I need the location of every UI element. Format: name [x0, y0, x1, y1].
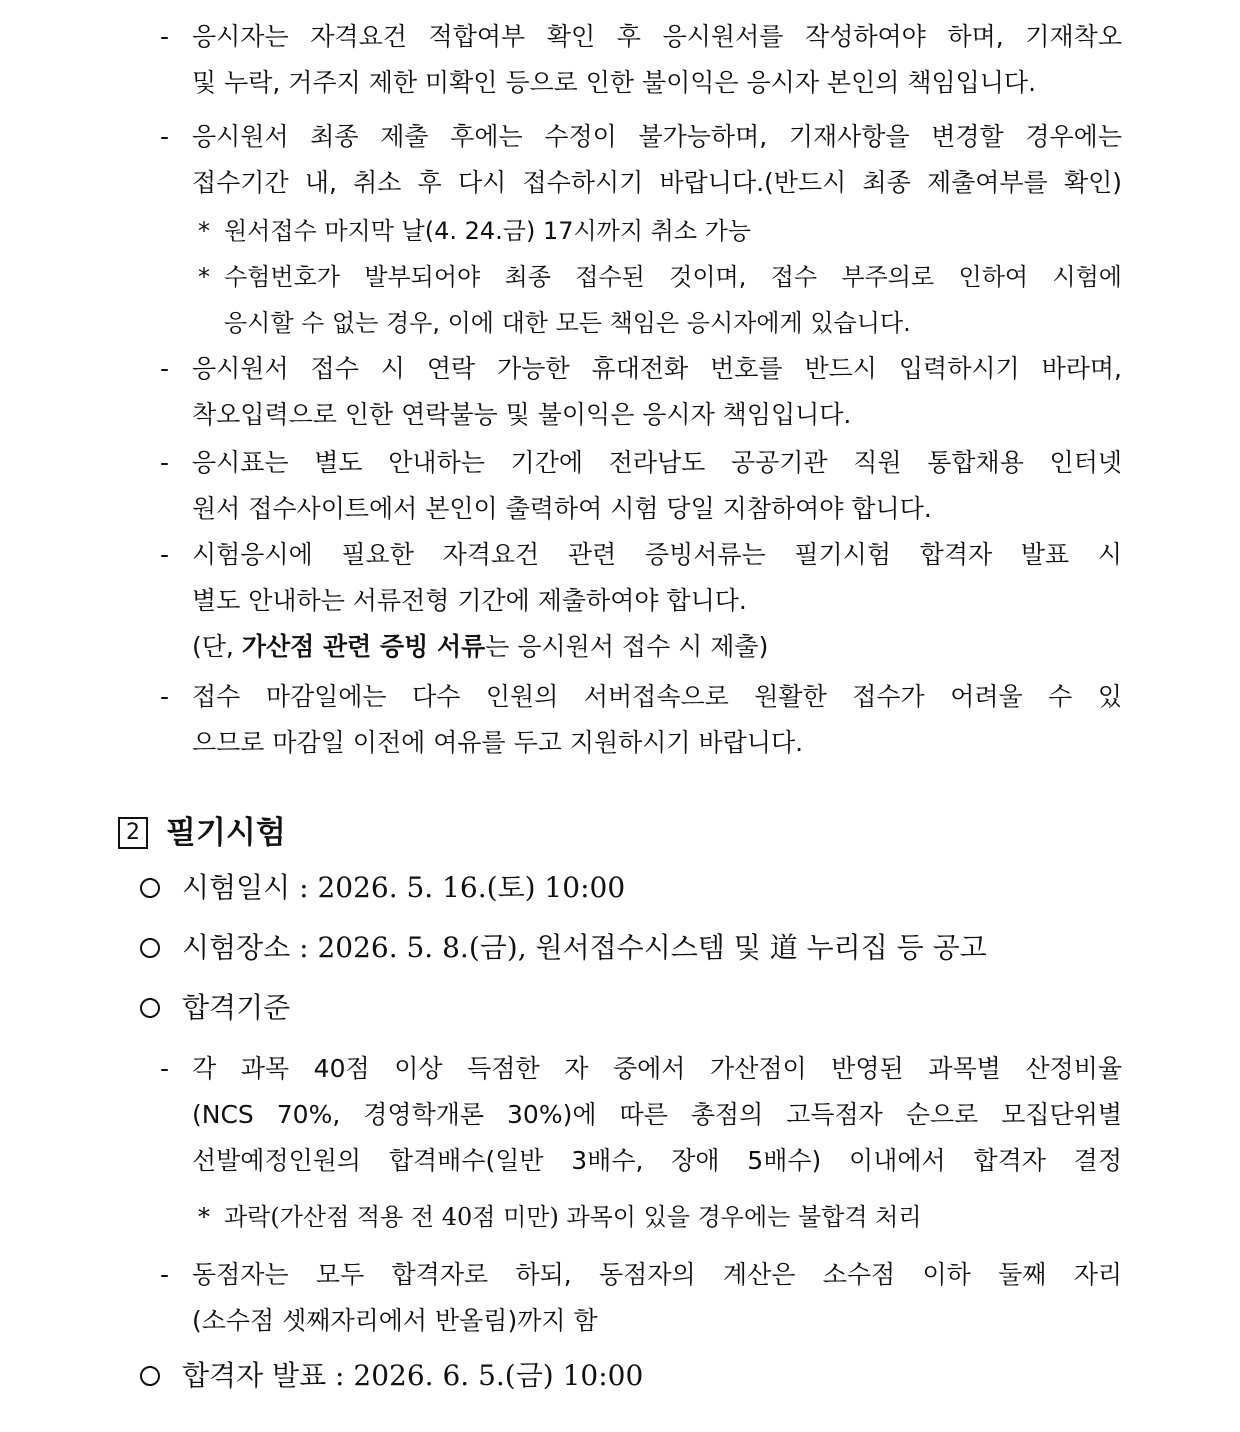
criteria-line: 선발예정인원의 합격배수(일반 3배수, 장애 5배수) 이내에서 합격자 결정: [192, 1146, 1122, 1175]
criteria-line: 각 과목 40점 이상 득점한 자 중에서 가산점이 반영된 과목별 산정비율: [192, 1054, 1122, 1083]
criteria-item: [160, 1046, 1122, 1092]
notice-item-cont: [160, 160, 1122, 206]
announcement-label: 합격자 발표: [182, 1359, 327, 1392]
notice-item: [160, 14, 1122, 60]
notice-line: 및 누락, 거주지 제한 미확인 등으로 인한 불이익은 응시자 본인의 책임입니다.: [192, 68, 1037, 97]
dash-marker: -: [160, 540, 170, 569]
footnote-line: 수험번호가 발부되어야 최종 접수된 것이며, 접수 부주의로 인하여 시험에: [224, 263, 1122, 291]
notice-line: 응시표는 별도 안내하는 기간에 전라남도 공공기관 직원 통합채용 인터넷: [192, 448, 1122, 477]
notice-line: 응시원서 접수 시 연락 가능한 휴대전화 번호를 반드시 입력하시기 바라며,: [192, 354, 1122, 383]
notice-item-cont: [160, 720, 1122, 766]
notice-line: 접수 마감일에는 다수 인원의 서버접속으로 원활한 접수가 어려울 수 있: [192, 682, 1122, 711]
announcement-sep: :: [326, 1359, 354, 1392]
notice-item-cont: [160, 392, 1122, 438]
notice-line: 접수기간 내, 취소 후 다시 접수하시기 바랍니다.(반드시 최종 제출여부를 확인): [192, 168, 1122, 197]
dash-marker: -: [160, 682, 170, 711]
footnote-item: [198, 1194, 1122, 1240]
criteria-line: (소수점 셋째자리에서 반올림)까지 함: [192, 1306, 598, 1335]
section-number-box: 2: [118, 817, 148, 849]
dash-marker: -: [160, 22, 170, 51]
dash-marker: -: [160, 354, 170, 383]
notice-line: 원서 접수사이트에서 본인이 출력하여 시험 당일 지참하여야 합니다.: [192, 494, 932, 523]
circle-bullet-icon: [140, 938, 160, 958]
extra-note: [192, 624, 1092, 670]
footnote-line: 과락(가산점 적용 전 40점 미만) 과목이 있을 경우에는 불합격 처리: [224, 1203, 922, 1231]
exam-item-label: 합격기준: [182, 991, 291, 1024]
notice-line: 으므로 마감일 이전에 여유를 두고 지원하시기 바랍니다.: [192, 728, 804, 757]
exam-item-label: 시험일시: [182, 871, 291, 904]
extra-note-suffix: 는 응시원서 접수 시 제출): [485, 632, 769, 661]
notice-item: [160, 674, 1122, 720]
notice-item: [160, 346, 1122, 392]
asterisk-marker: *: [198, 263, 210, 291]
dash-marker: -: [160, 448, 170, 477]
extra-note-bold: 가산점 관련 증빙 서류: [241, 632, 486, 661]
exam-item-value: 2026. 5. 8.(금), 원서접수시스템 및 道 누리집 등 공고: [317, 931, 987, 964]
exam-item-value: 2026. 5. 16.(토) 10:00: [317, 871, 626, 904]
dash-marker: -: [160, 122, 170, 151]
announcement-value: 2026. 6. 5.(금) 10:00: [353, 1359, 644, 1392]
criteria-line: 동점자는 모두 합격자로 하되, 동점자의 계산은 소수점 이하 둘째 자리: [192, 1260, 1122, 1289]
circle-bullet-icon: [140, 878, 160, 898]
exam-item-sep: :: [290, 871, 318, 904]
notice-item-cont: [160, 578, 1122, 624]
section-title: 필기시험: [166, 815, 286, 851]
criteria-item-cont: [160, 1138, 1122, 1184]
notice-item: [160, 114, 1122, 160]
dash-marker: -: [160, 1054, 170, 1083]
footnote-item-cont: [198, 300, 1122, 346]
asterisk-marker: *: [198, 1203, 210, 1231]
notice-line: 응시자는 자격요건 적합여부 확인 후 응시원서를 작성하여야 하며, 기재착오: [192, 22, 1122, 51]
section-heading: [118, 810, 286, 856]
exam-item: [136, 986, 290, 1030]
footnote-item: [198, 208, 1122, 254]
footnote-line: 원서접수 마지막 날(4. 24.금) 17시까지 취소 가능: [224, 217, 752, 245]
circle-bullet-icon: [140, 998, 160, 1018]
exam-item: [136, 866, 625, 910]
exam-item-label: 시험장소: [182, 931, 291, 964]
exam-item: [136, 926, 987, 970]
notice-line: 착오입력으로 인한 연락불능 및 불이익은 응시자 책임입니다.: [192, 400, 852, 429]
footnote-item: [198, 254, 1122, 300]
extra-note-prefix: (단,: [192, 632, 242, 661]
notice-line: 별도 안내하는 서류전형 기간에 제출하여야 합니다.: [192, 586, 747, 615]
exam-item-sep: :: [290, 931, 318, 964]
announcement-item: [136, 1354, 643, 1398]
notice-item-cont: [160, 60, 1122, 106]
notice-line: 시험응시에 필요한 자격요건 관련 증빙서류는 필기시험 합격자 발표 시: [192, 540, 1122, 569]
footnote-line: 응시할 수 없는 경우, 이에 대한 모든 책임은 응시자에게 있습니다.: [224, 309, 911, 337]
criteria-item-cont: [160, 1092, 1122, 1138]
criteria-item: [160, 1252, 1122, 1298]
dash-marker: -: [160, 1260, 170, 1289]
notice-item: [160, 440, 1122, 486]
notice-item: [160, 532, 1122, 578]
criteria-item-cont: [160, 1298, 1122, 1344]
notice-item-cont: [160, 486, 1122, 532]
circle-bullet-icon: [140, 1366, 160, 1386]
notice-line: 응시원서 최종 제출 후에는 수정이 불가능하며, 기재사항을 변경할 경우에는: [192, 122, 1122, 151]
asterisk-marker: *: [198, 217, 210, 245]
criteria-line: (NCS 70%, 경영학개론 30%)에 따른 총점의 고득점자 순으로 모집단위별: [192, 1100, 1122, 1129]
